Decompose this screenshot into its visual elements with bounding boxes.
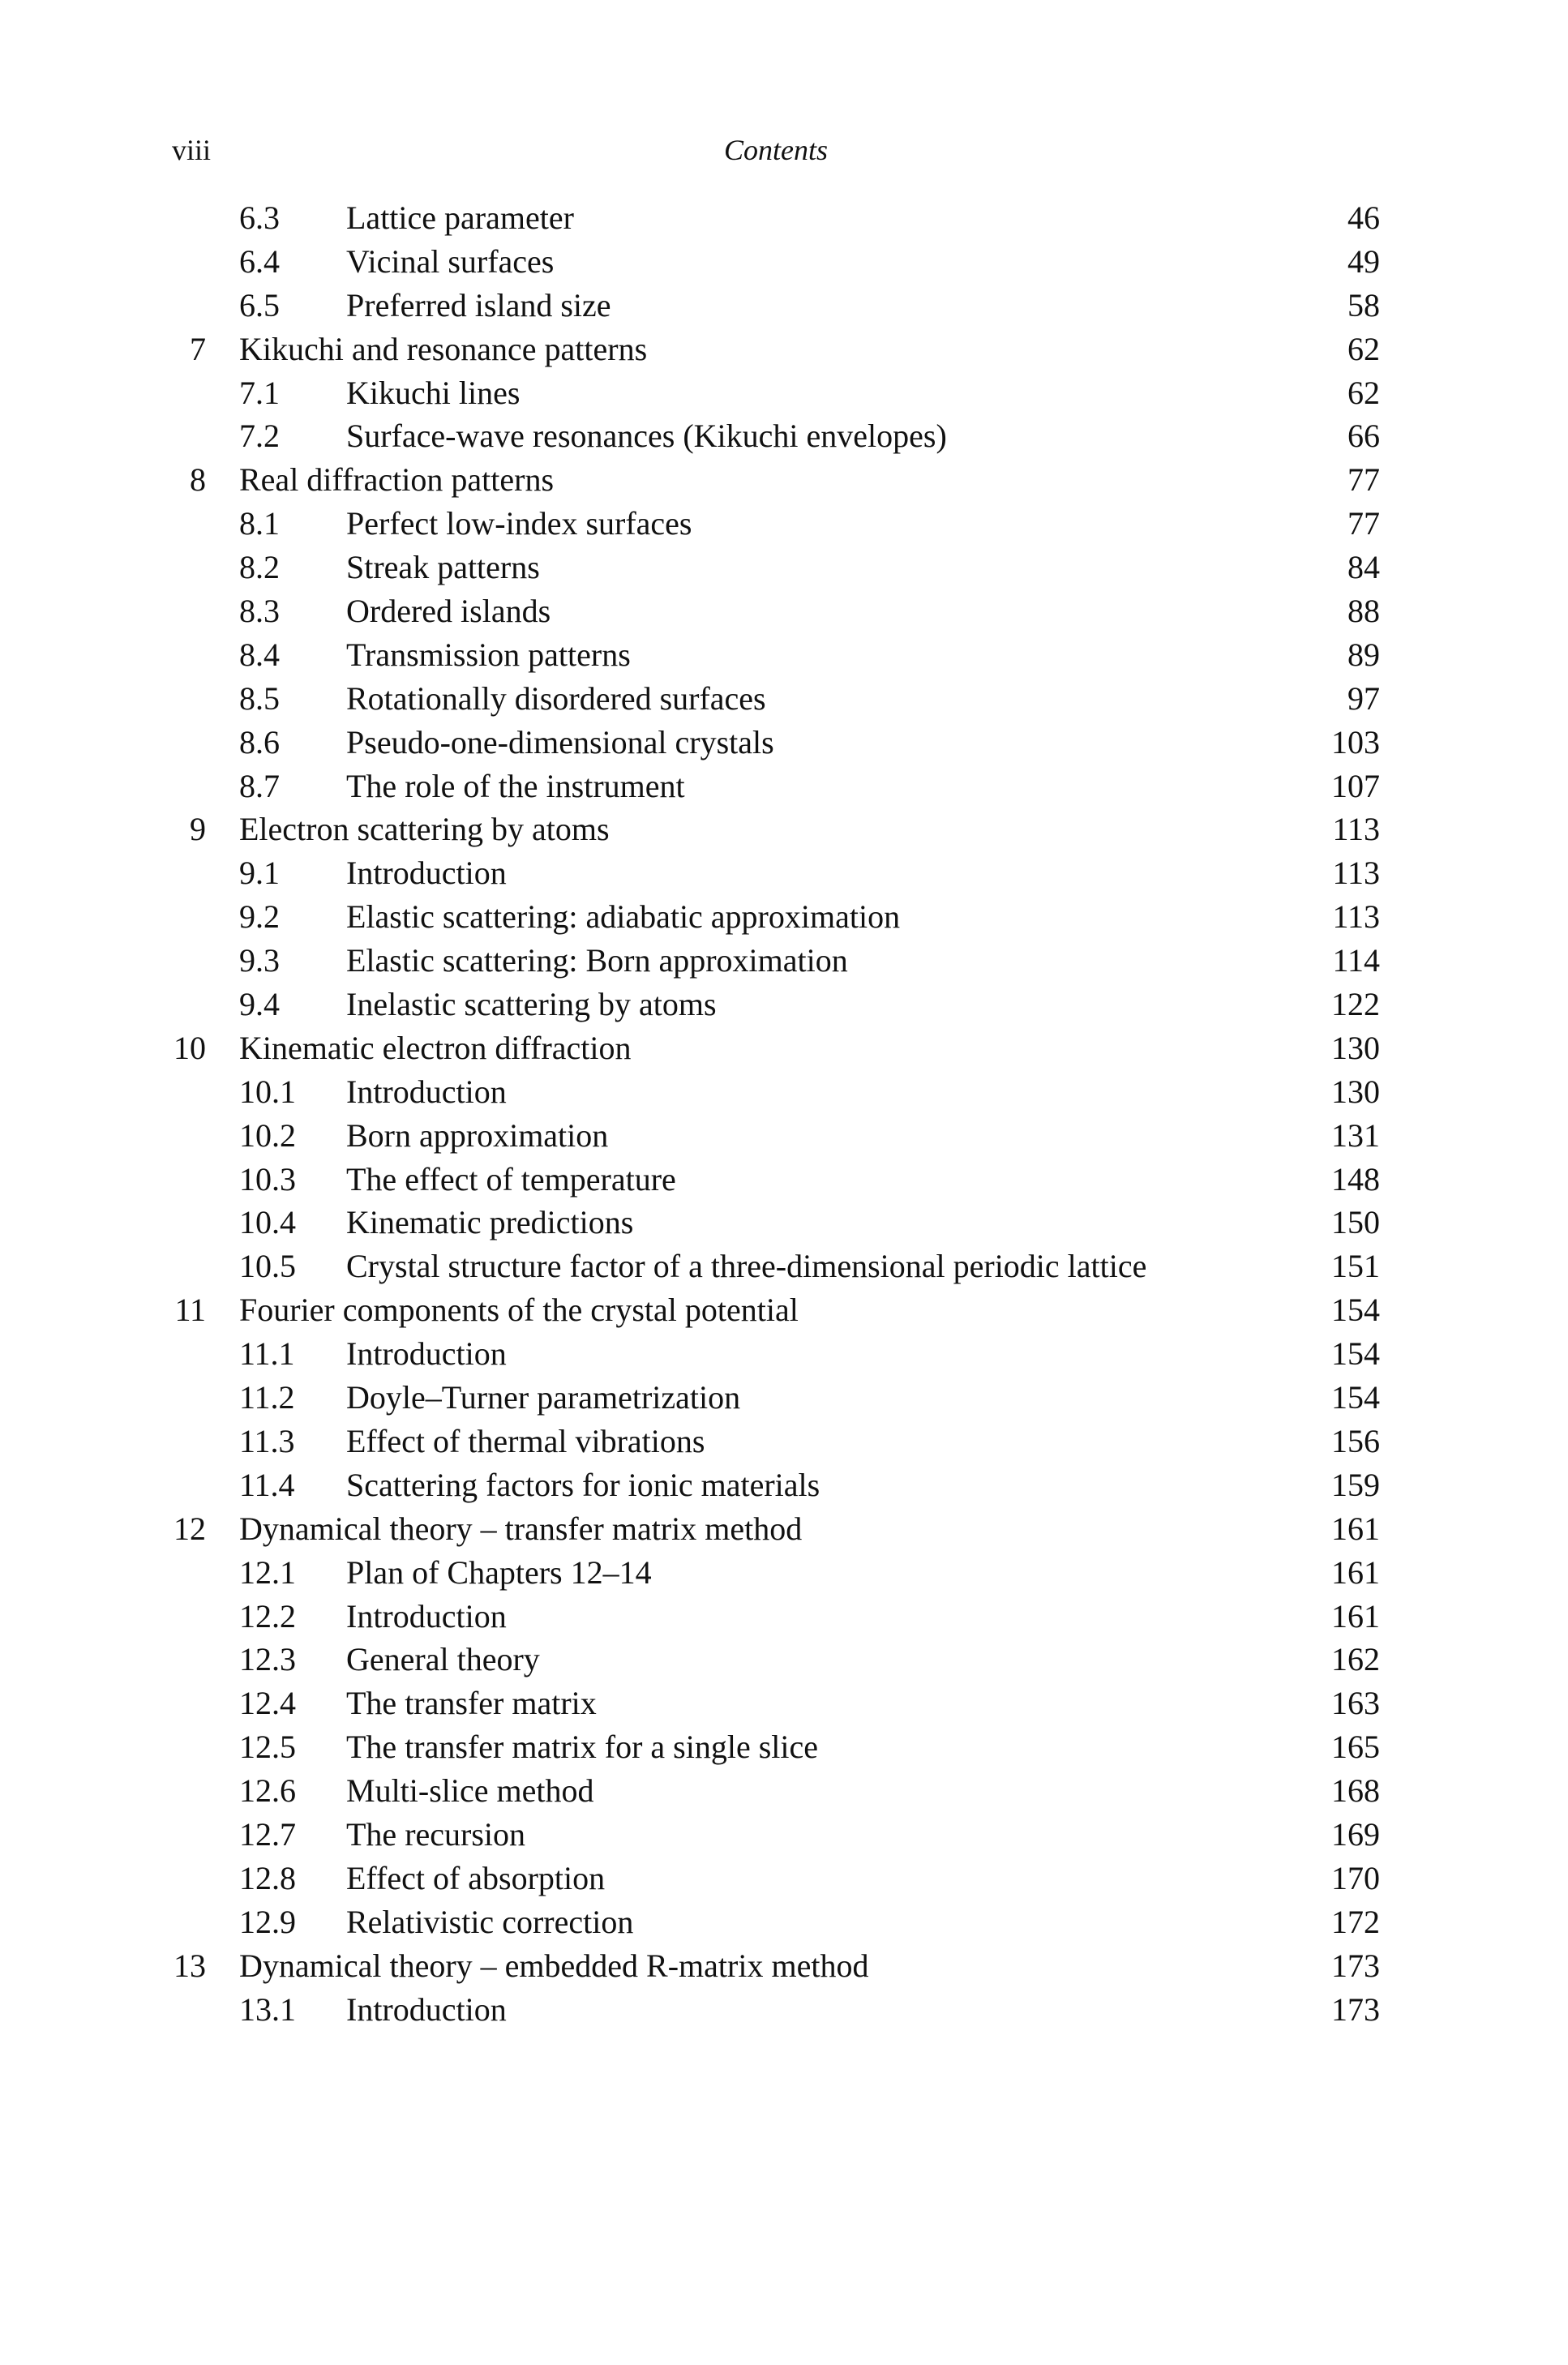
toc-entry-title: Born approximation xyxy=(346,1116,609,1154)
toc-section-entry xyxy=(172,284,1380,328)
toc-entry-title: Elastic scattering: adiabatic approximation xyxy=(346,898,901,936)
toc-entry-title: Introduction xyxy=(346,1073,507,1110)
toc-section-entry xyxy=(172,677,1380,721)
toc-entry-title: The transfer matrix for a single slice xyxy=(346,1729,818,1766)
toc-entry-number: 8.7 xyxy=(239,767,280,804)
toc-entry-number: 9.1 xyxy=(239,855,280,892)
toc-entry-number: 6.4 xyxy=(239,242,280,280)
toc-entry-page: 172 xyxy=(1331,1903,1380,1940)
toc-section-entry xyxy=(172,1420,1380,1463)
toc-entry-title: Dynamical theory – embedded R-matrix method xyxy=(239,1947,869,1984)
toc-entry-title: General theory xyxy=(346,1641,540,1678)
toc-entry-title: Effect of thermal vibrations xyxy=(346,1422,705,1459)
toc-entry-number: 8.4 xyxy=(239,636,280,673)
toc-section-entry xyxy=(172,939,1380,983)
toc-entry-page: 173 xyxy=(1331,1947,1380,1984)
toc-entry-page: 88 xyxy=(1347,593,1380,630)
toc-entry-page: 162 xyxy=(1331,1641,1380,1678)
toc-entry-page: 165 xyxy=(1331,1729,1380,1766)
toc-entry-page: 107 xyxy=(1331,767,1380,804)
toc-entry-title: Real diffraction patterns xyxy=(239,461,555,499)
toc-entry-number: 10.3 xyxy=(239,1160,296,1197)
toc-entry-page: 161 xyxy=(1331,1510,1380,1547)
toc-entry-page: 161 xyxy=(1331,1597,1380,1635)
toc-entry-page: 77 xyxy=(1347,461,1380,499)
toc-entry-page: 131 xyxy=(1331,1116,1380,1154)
toc-entry-title: Kikuchi lines xyxy=(346,374,521,411)
toc-section-entry xyxy=(172,633,1380,677)
toc-entry-number: 10 xyxy=(174,1029,206,1066)
toc-entry-title: Relativistic correction xyxy=(346,1903,634,1940)
toc-entry-title: Kikuchi and resonance patterns xyxy=(239,330,648,367)
toc-entry-number: 11 xyxy=(174,1292,206,1329)
toc-entry-number: 6.5 xyxy=(239,286,280,323)
toc-entry-page: 103 xyxy=(1331,723,1380,760)
toc-entry-page: 62 xyxy=(1347,374,1380,411)
toc-section-entry xyxy=(172,1114,1380,1158)
toc-entry-number: 13 xyxy=(174,1947,206,1984)
toc-entry-title: Introduction xyxy=(346,1335,507,1373)
toc-entry-title: Streak patterns xyxy=(346,549,540,586)
toc-section-entry xyxy=(172,1725,1380,1769)
toc-entry-number: 9 xyxy=(190,811,206,848)
toc-entry-number: 12.3 xyxy=(239,1641,296,1678)
toc-section-entry xyxy=(172,1070,1380,1114)
toc-entry-number: 8.6 xyxy=(239,723,280,760)
toc-entry-page: 97 xyxy=(1347,679,1380,717)
toc-entry-page: 114 xyxy=(1332,942,1380,979)
toc-entry-page: 113 xyxy=(1332,898,1380,936)
toc-entry-number: 11.4 xyxy=(239,1466,295,1503)
toc-entry-page: 156 xyxy=(1331,1422,1380,1459)
toc-entry-title: Transmission patterns xyxy=(346,636,631,673)
toc-section-entry xyxy=(172,1332,1380,1376)
toc-entry-page: 84 xyxy=(1347,549,1380,586)
toc-entry-title: Doyle–Turner parametrization xyxy=(346,1379,741,1416)
toc-entry-number: 10.1 xyxy=(239,1073,296,1110)
toc-entry-title: Preferred island size xyxy=(346,286,611,323)
toc-entry-number: 8.3 xyxy=(239,593,280,630)
toc-entry-page: 163 xyxy=(1331,1685,1380,1722)
toc-section-entry xyxy=(172,1463,1380,1507)
toc-entry-page: 151 xyxy=(1331,1248,1380,1285)
toc-entry-title: Multi-slice method xyxy=(346,1772,594,1810)
toc-entry-page: 122 xyxy=(1331,986,1380,1023)
toc-chapter-entry xyxy=(172,1944,1380,1988)
table-of-contents xyxy=(172,196,1380,2031)
toc-entry-title: Crystal structure factor of a three-dimensional periodic lattice xyxy=(346,1248,1147,1285)
toc-entry-page: 150 xyxy=(1331,1204,1380,1241)
toc-entry-number: 11.1 xyxy=(239,1335,295,1373)
toc-entry-number: 12.2 xyxy=(239,1597,296,1635)
page-number: viii xyxy=(172,134,212,166)
toc-section-entry xyxy=(172,1551,1380,1595)
toc-entry-number: 8.1 xyxy=(239,505,280,542)
toc-entry-number: 13.1 xyxy=(239,1990,296,2028)
toc-section-entry xyxy=(172,1769,1380,1813)
toc-entry-number: 6.3 xyxy=(239,199,280,236)
toc-entry-title: Vicinal surfaces xyxy=(346,242,555,280)
toc-entry-page: 89 xyxy=(1347,636,1380,673)
toc-section-entry xyxy=(172,895,1380,939)
toc-entry-page: 148 xyxy=(1331,1160,1380,1197)
toc-entry-number: 9.2 xyxy=(239,898,280,936)
toc-entry-number: 11.2 xyxy=(239,1379,295,1416)
toc-entry-number: 12.7 xyxy=(239,1815,296,1853)
toc-section-entry xyxy=(172,721,1380,765)
toc-entry-title: Rotationally disordered surfaces xyxy=(346,679,766,717)
toc-section-entry xyxy=(172,851,1380,895)
toc-section-entry xyxy=(172,1638,1380,1682)
toc-entry-number: 12.1 xyxy=(239,1553,296,1591)
toc-entry-title: The transfer matrix xyxy=(346,1685,597,1722)
page-header xyxy=(172,130,1380,170)
toc-entry-title: Inelastic scattering by atoms xyxy=(346,986,717,1023)
toc-entry-number: 12.9 xyxy=(239,1903,296,1940)
toc-entry-title: The recursion xyxy=(346,1815,526,1853)
toc-entry-page: 159 xyxy=(1331,1466,1380,1503)
toc-entry-title: Scattering factors for ionic materials xyxy=(346,1466,820,1503)
toc-entry-page: 113 xyxy=(1332,811,1380,848)
toc-entry-page: 130 xyxy=(1331,1073,1380,1110)
toc-entry-number: 12.5 xyxy=(239,1729,296,1766)
toc-section-entry xyxy=(172,240,1380,284)
toc-section-entry xyxy=(172,1857,1380,1900)
toc-entry-number: 8.2 xyxy=(239,549,280,586)
toc-chapter-entry xyxy=(172,808,1380,851)
toc-chapter-entry xyxy=(172,458,1380,502)
toc-section-entry xyxy=(172,1245,1380,1288)
toc-entry-number: 12.8 xyxy=(239,1859,296,1896)
toc-entry-page: 46 xyxy=(1347,199,1380,236)
toc-section-entry xyxy=(172,1813,1380,1857)
toc-chapter-entry xyxy=(172,1026,1380,1070)
toc-entry-title: Ordered islands xyxy=(346,593,551,630)
toc-entry-number: 8.5 xyxy=(239,679,280,717)
toc-entry-number: 7 xyxy=(190,330,206,367)
toc-entry-number: 10.4 xyxy=(239,1204,296,1241)
toc-entry-number: 12.6 xyxy=(239,1772,296,1810)
toc-section-entry xyxy=(172,1682,1380,1725)
toc-entry-title: Lattice parameter xyxy=(346,199,574,236)
toc-entry-page: 169 xyxy=(1331,1815,1380,1853)
toc-entry-title: Perfect low-index surfaces xyxy=(346,505,692,542)
toc-section-entry xyxy=(172,1201,1380,1245)
toc-entry-title: Dynamical theory – transfer matrix method xyxy=(239,1510,803,1547)
toc-entry-title: The role of the instrument xyxy=(346,767,685,804)
toc-chapter-entry xyxy=(172,328,1380,371)
toc-entry-title: Introduction xyxy=(346,1990,507,2028)
toc-entry-title: Kinematic electron diffraction xyxy=(239,1029,632,1066)
toc-entry-page: 49 xyxy=(1347,242,1380,280)
toc-chapter-entry xyxy=(172,1507,1380,1551)
toc-entry-page: 113 xyxy=(1332,855,1380,892)
toc-entry-page: 173 xyxy=(1331,1990,1380,2028)
toc-entry-number: 7.2 xyxy=(239,418,280,455)
toc-entry-page: 154 xyxy=(1331,1292,1380,1329)
toc-section-entry xyxy=(172,1595,1380,1639)
toc-section-entry xyxy=(172,1900,1380,1944)
toc-entry-title: Effect of absorption xyxy=(346,1859,606,1896)
toc-entry-title: Plan of Chapters 12–14 xyxy=(346,1553,652,1591)
toc-section-entry xyxy=(172,1158,1380,1202)
toc-section-entry xyxy=(172,414,1380,458)
toc-entry-page: 161 xyxy=(1331,1553,1380,1591)
toc-entry-number: 11.3 xyxy=(239,1422,295,1459)
toc-entry-number: 12.4 xyxy=(239,1685,296,1722)
toc-entry-page: 62 xyxy=(1347,330,1380,367)
toc-entry-title: Electron scattering by atoms xyxy=(239,811,610,848)
toc-entry-page: 154 xyxy=(1331,1335,1380,1373)
toc-entry-page: 154 xyxy=(1331,1379,1380,1416)
toc-entry-title: Surface-wave resonances (Kikuchi envelopes) xyxy=(346,418,947,455)
toc-entry-page: 58 xyxy=(1347,286,1380,323)
toc-entry-page: 168 xyxy=(1331,1772,1380,1810)
toc-section-entry xyxy=(172,502,1380,546)
toc-section-entry xyxy=(172,589,1380,633)
toc-entry-page: 77 xyxy=(1347,505,1380,542)
toc-section-entry xyxy=(172,1988,1380,2032)
toc-entry-number: 12 xyxy=(174,1510,206,1547)
toc-section-entry xyxy=(172,371,1380,415)
toc-entry-title: Kinematic predictions xyxy=(346,1204,634,1241)
toc-entry-number: 9.4 xyxy=(239,986,280,1023)
toc-entry-number: 10.5 xyxy=(239,1248,296,1285)
toc-entry-title: Pseudo-one-dimensional crystals xyxy=(346,723,774,760)
toc-entry-page: 170 xyxy=(1331,1859,1380,1896)
toc-entry-number: 7.1 xyxy=(239,374,280,411)
toc-entry-title: Introduction xyxy=(346,855,507,892)
toc-entry-page: 130 xyxy=(1331,1029,1380,1066)
running-head: Contents xyxy=(723,134,828,166)
toc-entry-title: Introduction xyxy=(346,1597,507,1635)
toc-chapter-entry xyxy=(172,1288,1380,1332)
toc-section-entry xyxy=(172,196,1380,240)
toc-entry-title: Fourier components of the crystal potential xyxy=(239,1292,799,1329)
toc-section-entry xyxy=(172,1376,1380,1420)
toc-entry-page: 66 xyxy=(1347,418,1380,455)
toc-section-entry xyxy=(172,765,1380,808)
toc-entry-number: 9.3 xyxy=(239,942,280,979)
toc-entry-title: The effect of temperature xyxy=(346,1160,676,1197)
toc-section-entry xyxy=(172,983,1380,1026)
toc-entry-title: Elastic scattering: Born approximation xyxy=(346,942,848,979)
toc-entry-number: 10.2 xyxy=(239,1116,296,1154)
toc-entry-number: 8 xyxy=(190,461,206,499)
toc-section-entry xyxy=(172,546,1380,589)
